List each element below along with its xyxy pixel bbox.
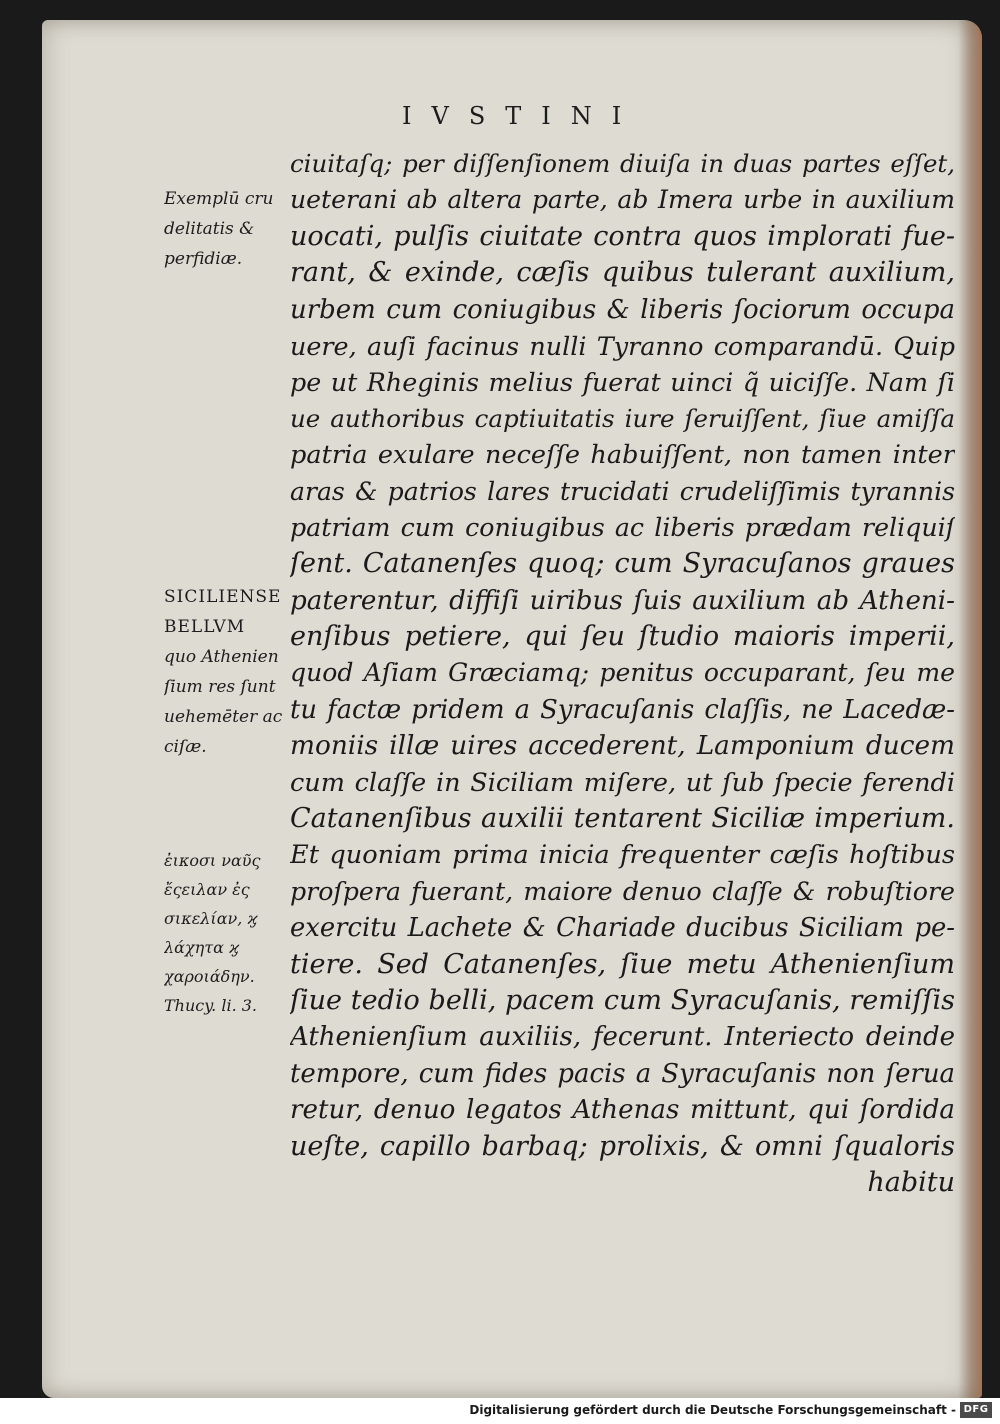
- text-line: moniis illæ uires accederent, Lamponium ducem: [290, 731, 955, 762]
- main-text-block: [290, 146, 955, 1201]
- margin-note-sicilian-war: [164, 582, 292, 762]
- text-line: cum claſſe in Siciliam miſere, ut ſub ſpecie ferendi: [290, 767, 955, 798]
- text-line: ciuitaſq; per diſſenſionem diuiſa in duas partes eſſet,: [290, 149, 955, 178]
- margin-note-line: uehemēter ac: [164, 707, 283, 727]
- text-line: aras & patrios lares trucidati crudeliſſimis tyrannis: [290, 476, 955, 506]
- dfg-logo: DFG: [960, 1402, 992, 1418]
- text-line: uere, auſi facinus nulli Tyranno comparandū. Quip: [290, 330, 955, 361]
- text-line: Catanenſibus auxilii tentarent Siciliæ imperium.: [290, 803, 955, 835]
- text-line: uocati, pulſis ciuitate contra quos implorati fue-: [290, 220, 955, 252]
- margin-note-line: ἐικοσι ναῦς: [164, 851, 261, 870]
- text-line: ſent. Catanenſes quoq; cum Syracuſanos graues: [290, 548, 955, 580]
- text-line: patriam cum coniugibus ac liberis prædam reliquiſ: [290, 512, 955, 542]
- margin-note-line: perfidiæ.: [164, 249, 243, 269]
- text-line: tempore, cum fides pacis a Syracuſanis non ſerua: [290, 1058, 955, 1089]
- catchword: habitu: [867, 1166, 955, 1198]
- margin-note-line: SICILIENSE: [164, 587, 282, 607]
- margin-note-line: quo Athenien: [164, 647, 279, 667]
- text-line: urbem cum coniugibus & liberis ſociorum occupa: [290, 294, 955, 325]
- margin-note-line: ſium res ſunt: [164, 677, 276, 697]
- margin-note-line: λάχητα ϗ: [164, 938, 239, 957]
- margin-note-line: delitatis &: [164, 219, 255, 239]
- text-line: exercitu Lachete & Chariade ducibus Siciliam pe-: [290, 913, 955, 944]
- text-line: proſpera fuerant, maiore denuo claſſe & robuſtiore: [290, 876, 955, 906]
- footer-credit: Digitalisierung gefördert durch die Deutsche Forschungsgemeinschaft -: [469, 1403, 956, 1417]
- text-line: Athenienſium auxiliis, fecerunt. Interiecto deinde: [290, 1022, 955, 1053]
- margin-note-line: Exemplū cru: [164, 189, 274, 209]
- margin-note-line: ciſæ.: [164, 737, 207, 757]
- text-line: tiere. Sed Catanenſes, ſiue metu Athenienſium: [290, 948, 955, 980]
- text-line: enſibus petiere, qui ſeu ſtudio maioris imperii,: [290, 621, 955, 653]
- text-line: ueterani ab altera parte, ab Imera urbe in auxilium: [290, 185, 955, 215]
- digitization-footer: [0, 1398, 1000, 1424]
- text-line: quod Aſiam Græciamq; penitus occuparant, ſeu me: [290, 658, 955, 688]
- text-line: ue authoribus captiuitatis iure ſeruiſſent, ſiue amiſſa: [290, 403, 955, 433]
- text-line: tu factæ pridem a Syracuſanis claſſis, ne Lacedæ-: [290, 694, 955, 725]
- text-line: Et quoniam prima inicia frequenter cæſis hoſtibus: [290, 840, 955, 871]
- running-head: IVSTINI: [402, 102, 642, 130]
- margin-note-line: σικελίαν, ϗ: [164, 909, 258, 928]
- text-line: ſiue tedio belli, pacem cum Syracuſanis, remiſſis: [290, 984, 955, 1016]
- margin-note-greek-thucydides: [164, 846, 292, 1020]
- text-line: ueſte, capillo barbaq; prolixis, & omni ſqualoris: [290, 1130, 955, 1162]
- book-page: [42, 20, 982, 1398]
- page-edge-shadow: [958, 20, 982, 1398]
- margin-note-cruelty: [164, 184, 292, 274]
- margin-note-line: ἔςειλαν ἐς: [164, 880, 250, 899]
- text-line: paterentur, diffiſi uiribus ſuis auxilium ab Atheni-: [290, 585, 955, 616]
- margin-note-line: BELLVM: [164, 617, 246, 637]
- margin-note-line: Thucy. li. 3.: [164, 996, 257, 1015]
- margin-note-line: χαροιάδην.: [164, 967, 255, 986]
- text-line: rant, & exinde, cæſis quibus tulerant auxilium,: [290, 257, 955, 289]
- text-line: pe ut Rheginis melius fuerat uinci q̃ uiciſſe. Nam ſi: [290, 367, 955, 398]
- text-line: retur, denuo legatos Athenas mittunt, qui ſordida: [290, 1095, 955, 1126]
- text-line: patria exulare neceſſe habuiſſent, non tamen inter: [290, 440, 955, 471]
